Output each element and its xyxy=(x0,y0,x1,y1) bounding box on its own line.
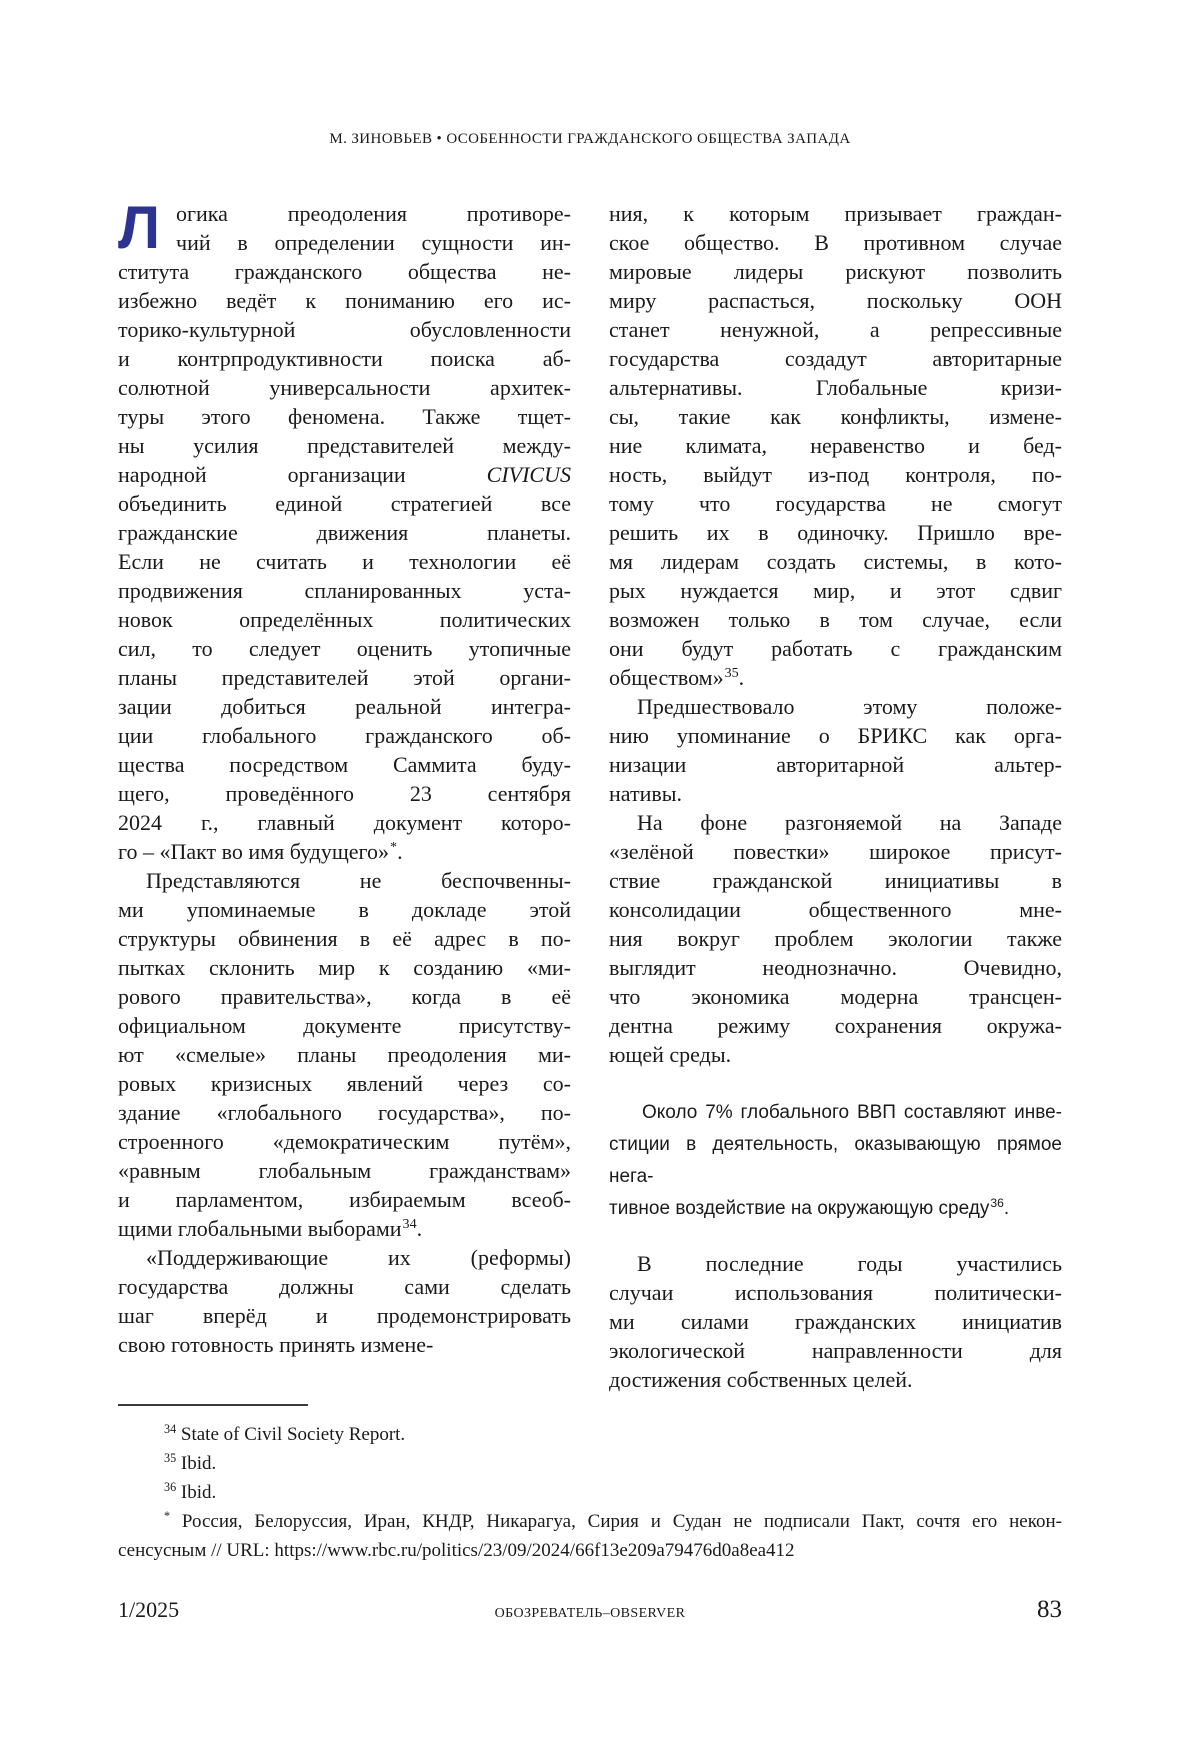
text-line: рых нуждается мир, и этот сдвиг xyxy=(609,578,1062,603)
text-line: шаг вперёд и продемонстрировать xyxy=(118,1303,571,1328)
text-line: ровых кризисных явлений через со- xyxy=(118,1071,571,1096)
text-line: низации авторитарной альтер- xyxy=(609,752,1062,777)
text-line: ют «смелые» планы преодоления ми- xyxy=(118,1042,571,1067)
footnote-marker: * xyxy=(164,1508,171,1523)
text-line: огика преодоления противоре- xyxy=(176,201,571,226)
text-line: обществом»$^{35}$. xyxy=(609,664,745,690)
paragraph xyxy=(118,1478,1062,1507)
text-line: зации добиться реальной интегра- xyxy=(118,694,571,719)
text-line: стиции в деятельность, оказывающую прямое нега- xyxy=(609,1134,1062,1187)
text-line: сил, то следует оценить утопичные xyxy=(118,636,571,661)
text-line: что экономика модерна трансцен- xyxy=(609,984,1062,1009)
footnote-separator xyxy=(118,1404,308,1406)
text-line: случаи использования политически- xyxy=(609,1280,1062,1305)
text-line: щего, проведённого 23 сентября xyxy=(118,781,571,806)
text-line: 2024 г., главный документ которо- xyxy=(118,810,571,835)
text-line: ститута гражданского общества не- xyxy=(118,259,571,284)
text-line: дентна режиму сохранения окружа- xyxy=(609,1013,1062,1038)
footnote-marker: 36 xyxy=(990,1195,1004,1210)
text-line: сы, такие как конфликты, измене- xyxy=(609,404,1062,429)
text-line: «равным глобальным гражданствам» xyxy=(118,1158,571,1183)
text-line: объединить единой стратегией все xyxy=(118,491,571,516)
text-line: ние климата, неравенство и бед- xyxy=(609,433,1062,458)
text-line: пытках склонить мир к созданию «ми- xyxy=(118,955,571,980)
text-line: свою готовность принять измене- xyxy=(118,1332,434,1357)
text-line: щества посредством Саммита буду- xyxy=(118,752,571,777)
text-line: ния вокруг проблем экологии также xyxy=(609,926,1062,951)
text-line: го – «Пакт во имя будущего»*. xyxy=(118,838,403,864)
paragraph xyxy=(118,866,571,1243)
text-line: выглядит неоднозначно. Очевидно, xyxy=(609,955,1062,980)
footnote-marker: 34 xyxy=(402,1215,417,1232)
text-line: официальном документе присутству- xyxy=(118,1013,571,1038)
text-line: станет ненужной, а репрессивные xyxy=(609,317,1062,342)
text-line: и контрпродуктивности поиска аб- xyxy=(118,346,571,371)
text-line: продвижения спланированных уста- xyxy=(118,578,571,603)
text-line: строенного «демократическим путём», xyxy=(118,1129,571,1154)
text-line: планы представителей этой органи- xyxy=(118,665,571,690)
text-line: нативы. xyxy=(609,781,683,806)
text-line: возможен только в том случае, если xyxy=(609,607,1062,632)
paragraph xyxy=(118,1420,1062,1449)
text-line: * Россия, Белоруссия, Иран, КНДР, Никарагуа, Сирия и Судан не подписали Пакт, сочтя его некон- xyxy=(164,1508,1062,1532)
paragraph xyxy=(118,1507,1062,1565)
journal-title: ОБОЗРЕВАТЕЛЬ–OBSERVER xyxy=(494,1606,686,1621)
page-footer xyxy=(118,1596,1062,1624)
text-line: нию упоминание о БРИКС как орга- xyxy=(609,723,1062,748)
text-line: ствие гражданской инициативы в xyxy=(609,868,1062,893)
paragraph xyxy=(118,194,571,866)
text-line: $^{35}$ Ibid. xyxy=(164,1450,217,1474)
paragraph xyxy=(609,692,1062,808)
text-line: $^{34}$ State of Civil Society Report. xyxy=(164,1421,406,1445)
text-line: Предшествовало этому положе- xyxy=(637,694,1062,719)
footnote-marker: 34 xyxy=(164,1421,177,1436)
paragraph xyxy=(609,808,1062,1069)
text-line: туры этого феномена. Также тщет- xyxy=(118,404,571,429)
page-number: 83 xyxy=(1037,1596,1063,1623)
text-line: народной организации CIVICUS xyxy=(118,462,571,487)
text-line: консолидации общественного мне- xyxy=(609,897,1062,922)
text-line: ми силами гражданских инициатив xyxy=(609,1309,1062,1334)
article-body xyxy=(118,194,1062,1394)
text-line: щими глобальными выборами$^{34}$. xyxy=(118,1215,423,1241)
text-line: ния, к которым призывает граждан- xyxy=(609,201,1062,226)
text-line: На фоне разгоняемой на Западе xyxy=(637,810,1062,835)
text-line: здание «глобального государства», по- xyxy=(118,1100,571,1125)
text-line: солютной универсальности архитек- xyxy=(118,375,571,400)
text-line: тивное воздействие на окружающую среду$^{36}$. xyxy=(609,1195,1010,1219)
text-line: «зелёной повестки» широкое присут- xyxy=(609,839,1062,864)
issue-number: 1/2025 xyxy=(118,1597,180,1622)
text-line: ции глобального гражданского об- xyxy=(118,723,571,748)
text-line: сенсусным // URL: https://www.rbc.ru/politics/23/09/2024/66f13e209a79476d0a8ea412 xyxy=(118,1540,795,1561)
text-line: миру распасться, поскольку ООН xyxy=(609,288,1062,313)
paragraph xyxy=(118,1243,571,1359)
running-head: М. ЗИНОВЬЕВ • ОСОБЕННОСТИ ГРАЖДАНСКОГО ОБЩЕСТВА ЗАПАДА xyxy=(329,131,851,147)
text-line: мировые лидеры рискуют позволить xyxy=(609,259,1062,284)
text-line: и парламентом, избираемым всеоб- xyxy=(118,1187,571,1212)
text-line: они будут работать с гражданским xyxy=(609,636,1062,661)
paragraph xyxy=(118,1449,1062,1478)
footnote-marker: * xyxy=(390,838,398,855)
footnotes-block xyxy=(118,1404,1062,1565)
left-column xyxy=(118,194,571,1394)
text-line: гражданские движения планеты. xyxy=(118,520,571,545)
text-line: новок определённых политических xyxy=(118,607,571,632)
text-line: ны усилия представителей между- xyxy=(118,433,571,458)
text-line: рового правительства», когда в её xyxy=(118,984,571,1009)
text-line: государства создадут авторитарные xyxy=(609,346,1062,371)
text-line: избежно ведёт к пониманию его ис- xyxy=(118,288,571,313)
text-line: В последние годы участились xyxy=(637,1251,1062,1276)
footnote-list xyxy=(118,1420,1062,1565)
footnote-marker: 35 xyxy=(164,1450,177,1465)
text-line: $^{36}$ Ibid. xyxy=(164,1479,217,1503)
text-line: Около 7% глобального ВВП составляют инве- xyxy=(642,1102,1062,1123)
text-line: чий в определении сущности ин- xyxy=(176,230,571,255)
paragraph xyxy=(609,1249,1062,1394)
text-line: достижения собственных целей. xyxy=(609,1367,913,1392)
text-line: ющей среды. xyxy=(609,1042,732,1067)
italic-text: CIVICUS xyxy=(486,462,571,487)
text-line: мя лидерам создать системы, в кото- xyxy=(609,549,1062,574)
text-line: решить их в одиночку. Пришло вре- xyxy=(609,520,1062,545)
right-column xyxy=(609,199,1062,1394)
text-line: торико-культурной обусловленности xyxy=(118,317,571,342)
text-line: государства должны сами сделать xyxy=(118,1274,571,1299)
text-line: ми упоминаемые в докладе этой xyxy=(118,897,571,922)
text-line: экологической направленности для xyxy=(609,1338,1062,1363)
inset-quote-paragraph xyxy=(609,1097,1062,1225)
footnote-marker: 36 xyxy=(164,1479,177,1494)
text-line: ское общество. В противном случае xyxy=(609,230,1062,255)
text-line: альтернативы. Глобальные кризи- xyxy=(609,375,1062,400)
text-line: ность, выйдут из-под контроля, по- xyxy=(609,462,1062,487)
paragraph xyxy=(609,199,1062,692)
text-line: Если не считать и технологии её xyxy=(118,549,571,574)
text-line: тому что государства не смогут xyxy=(609,491,1062,516)
footnote-marker: 35 xyxy=(724,664,739,681)
text-line: «Поддерживающие их (реформы) xyxy=(146,1245,571,1270)
text-line: Представляются не беспочвенны- xyxy=(146,868,571,893)
text-line: структуры обвинения в её адрес в по- xyxy=(118,926,571,951)
dropcap-letter: Л xyxy=(118,194,161,261)
